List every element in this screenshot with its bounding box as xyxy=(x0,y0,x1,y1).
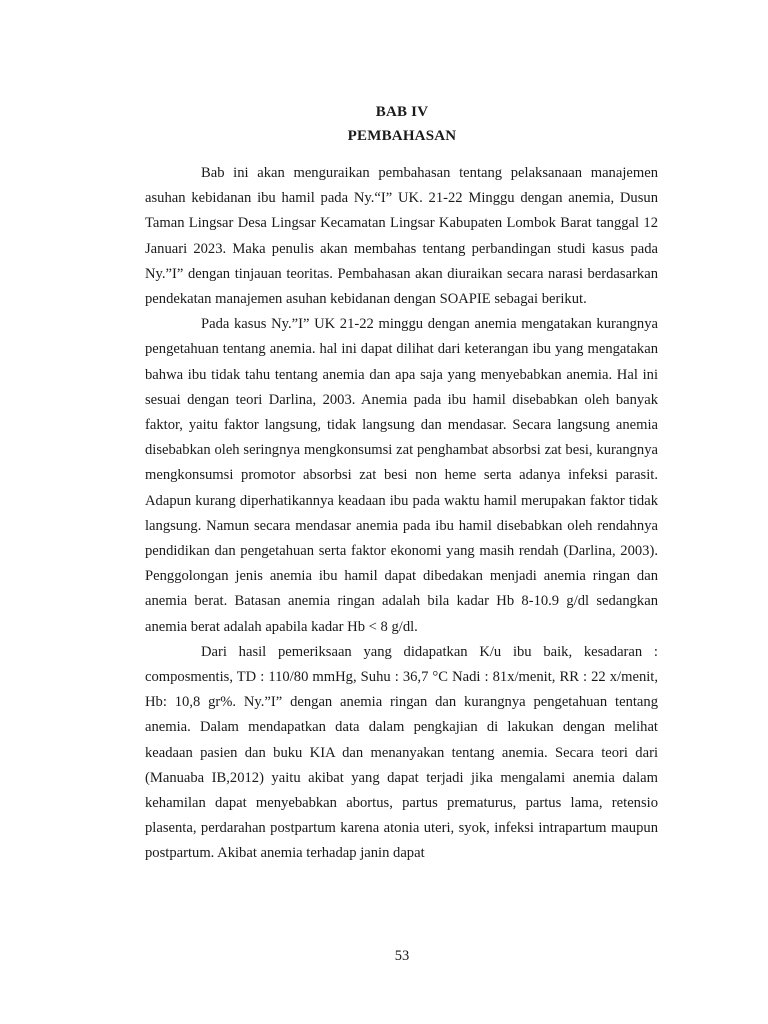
paragraph: Bab ini akan menguraikan pembahasan tentang pelaksanaan manajemen asuhan kebidanan ibu hamil pada Ny.“I” UK. 21-22 Minggu dengan anemia, Dusun Taman Lingsar Desa Lingsar Kecamatan Lingsar Kabupaten Lombok Barat tanggal 12 Januari 2023. Maka penulis akan membahas tentang perbandingan studi kasus pada Ny.”I” dengan tinjauan teoritas. Pembahasan akan diuraikan secara narasi berdasarkan pendekatan manajemen asuhan kebidanan dengan SOAPIE sebagai berikut. xyxy=(145,165,658,308)
paragraph: Pada kasus Ny.”I” UK 21-22 minggu dengan anemia mengatakan kurangnya pengetahuan tentang anemia. hal ini dapat dilihat dari keterangan ibu yang mengatakan bahwa ibu tidak tahu tentang anemia dan apa saja yang menyebabkan anemia. Hal ini sesuai dengan teori Darlina, 2003. Anemia pada ibu hamil disebabkan oleh banyak faktor, yaitu faktor langsung, tidak langsung dan mendasar. Secara langsung anemia disebabkan oleh seringnya mengkonsumsi zat penghambat absorbsi zat besi, kurangnya mengkonsumsi promotor absorbsi zat besi non heme serta adanya infeksi parasit. Adapun kurang diperhatikannya keadaan ibu pada waktu hamil merupakan faktor tidak langsung. Namun secara mendasar anemia pada ibu hamil disebabkan oleh rendahnya pendidikan dan pengetahuan serta faktor ekonomi yang masih rendah (Darlina, 2003). Penggolongan jenis anemia ibu hamil dapat dibedakan menjadi anemia ringan dan anemia berat. Batasan anemia ringan adalah bila kadar Hb 8-10.9 g/dl sedangkan anemia berat adalah apabila kadar Hb < 8 g/dl. xyxy=(145,316,658,635)
chapter-title: PEMBAHASAN xyxy=(347,128,457,144)
paragraph: Dari hasil pemeriksaan yang didapatkan K/u ibu baik, kesadaran : composmentis, TD : 110/80 mmHg, Suhu : 36,7 °C Nadi : 81x/menit, RR : 22 x/menit, Hb: 10,8 gr%. Ny.”I” dengan anemia ringan dan kurangnya pengetahuan tentang anemia. Dalam mendapatkan data dalam pengkajian di lakukan dengan melihat keadaan pasien dan buku KIA dan menanyakan tentang anemia. Secara teori dari (Manuaba IB,2012) yaitu akibat yang dapat terjadi jika mengalami anemia dalam kehamilan dapat menyebabkan abortus, partus prematurus, partus lama, retensio plasenta, perdarahan postpartum karena atonia uteri, syok, infeksi intrapartum maupun postpartum. Akibat anemia terhadap janin dapat xyxy=(145,643,658,862)
body-text xyxy=(145,161,658,867)
page-number: 53 xyxy=(394,948,410,964)
chapter-heading: BAB IV xyxy=(375,104,429,120)
